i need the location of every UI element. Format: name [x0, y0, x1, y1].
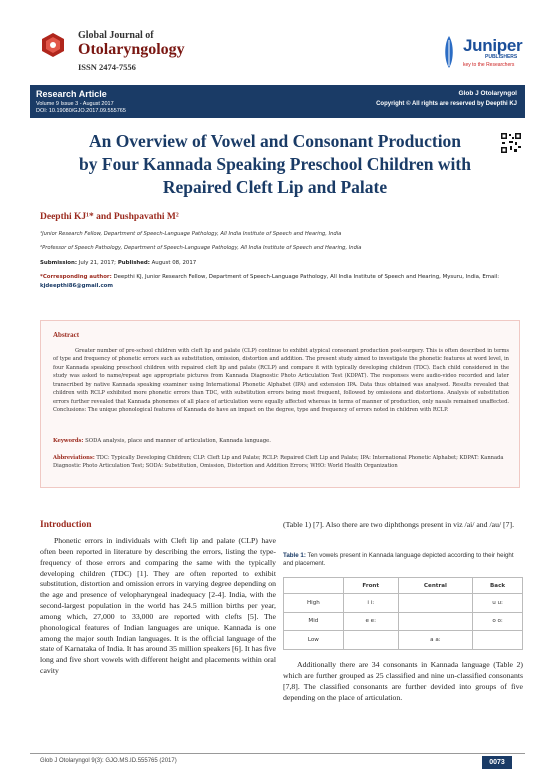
published-label: Published:	[115, 260, 150, 266]
article-type: Research Article	[36, 89, 107, 99]
table-cell: High	[284, 594, 344, 613]
table-cell	[473, 631, 523, 650]
journal-title-block	[78, 30, 185, 72]
title-line: An Overview of Vowel and Consonant Production	[88, 131, 462, 151]
affiliation-2: ²Professor of Speech Pathology, Department of Speech-Language Pathology, All India Institute of Speech and Hearing, India	[40, 245, 362, 251]
title-line: Repaired Cleft Lip and Palate	[162, 177, 388, 197]
abstract-heading: Abstract	[53, 331, 80, 339]
email-link[interactable]: kjdeepthi86@gmail.com	[40, 282, 113, 289]
corresponding-label: *Corresponding author:	[40, 274, 112, 280]
table-cell: Low	[284, 631, 344, 650]
keywords	[53, 437, 509, 446]
table-row	[284, 594, 523, 613]
right-column-paragraph: (Table 1) [7]. Also there are two diphthongs present in viz /ai/ and /au/ [7].	[283, 520, 515, 529]
submission-label: Submission:	[40, 260, 78, 266]
table-header-cell: Back	[473, 578, 523, 594]
table-caption-text: Ten vowels present in Kannada language depicted according to their height and placement.	[283, 552, 514, 567]
footer-citation: Glob J Otolaryngol 9(3): GJO.MS.ID.555765 (2017)	[40, 758, 177, 764]
publisher-tagline: key to the Researchers	[463, 62, 515, 68]
copyright-notice: Copyright © All rights are reserved by Deepthi KJ	[376, 101, 517, 107]
abbreviations-text: TDC: Typically Developing Children; CLP: Cleft Lip and Palate; RCLP: Repaired Cleft Lip and Palate; IPA: International Phonetic Alphabet; KDPAT: Kannada Diagnostic Photo Articulation Test; SODA: Substitution, Omission, Distortion and Addition Errors; WHO: World Health Organization	[53, 455, 504, 470]
volume-info: Volume 9 Issue 3 - August 2017	[36, 101, 114, 107]
title-line: by Four Kannada Speaking Preschool Children with	[79, 154, 471, 174]
publisher-sub: PUBLISHERS	[485, 54, 518, 60]
abbreviations	[53, 454, 509, 471]
vowel-table	[283, 577, 523, 650]
keywords-text: SODA analysis, place and manner of articulation, Kannada language.	[83, 438, 271, 444]
corresponding-author	[40, 273, 510, 290]
abbreviations-label: Abbreviations:	[53, 455, 95, 461]
affiliation-1: ¹Junior Research Fellow, Department of Speech-Language Pathology, All India Institute of Speech and Hearing, India	[40, 231, 342, 237]
journal-abbrev: Glob J Otolaryngol	[458, 90, 517, 97]
publisher-logo	[435, 30, 525, 72]
table-cell: e e:	[343, 612, 398, 631]
introduction-paragraph: Phonetic errors in individuals with Cleft lip and palate (CLP) have often been reported in literature by describing the errors, listing the type-frequency of those errors and comparing the same with the typically developing children (TDC) [1]. They are often reported to exhibit substitution, distortion and omission errors in varying degree depending on the age and presence of velopharyngeal inadequacy [2-4]. India, with the second-largest population in the world has 24.5 million births per year, among which, 27,000 to 33,000 are reported with clefts [5]. The phonological features of Indian languages are unique. Kannada is one among the major south Indian languages. It is the official language of the state of Karnataka of India. It has around 35 million speakers [6]. It has five long and five short vowels with different height and placements within oral cavity	[40, 536, 276, 676]
abstract-text: Greater number of pre-school children with cleft lip and palate (CLP) continue to exhibit atypical consonant production post-surgery. This is often described in terms of type and frequency of phonetic errors such as substitution, omission, distortion and addition. The present study aimed to investigate the phonetic features at word level, in four Kannada speaking preschool children with repaired cleft lip and palate (RCLP) and compare it with typically developing children (TDC). Each child considered in the study was asked to name/repeat age appropriate pictures from Kannada Diagnostic Photo Articulation Test (KDPAT). The responses were audio-video recorded and later transcribed by native Kannada speaking examiner using International Phonetic Alphabet (IPA) and extension IPA. Data thus obtained was analysed. Results revealed that children with RCLP exhibited more phonetic errors than TDC, with substitution errors being most frequent, followed by omissions and distortions. Analysis of substitution errors further revealed that Kannada phonemes of all place of articulation were equally affected whereas in terms of manner of production, only nasals remained unaffected. Conclusions: The unique phonological features of Kannada do have an impact on the degree, type and frequency of errors noted in children with RCLP.	[53, 348, 509, 414]
submission-date: July 21, 2017;	[77, 260, 116, 266]
section-heading-introduction: Introduction	[40, 520, 92, 530]
submission-dates	[40, 260, 196, 266]
table-header-cell	[284, 578, 344, 594]
table-caption	[283, 552, 523, 568]
table-cell: o o:	[473, 612, 523, 631]
table-cell	[398, 612, 472, 631]
article-banner	[30, 85, 525, 118]
doi-link[interactable]: DOI: 10.19080/GJO.2017.09.555765	[36, 108, 126, 114]
table-cell: u u:	[473, 594, 523, 613]
corresponding-text: Deepthi KJ, Junior Research Fellow, Department of Speech-Language Pathology, All India Institute of Speech and Hearing, Mysuru, India, Email:	[111, 274, 500, 280]
published-date: August 08, 2017	[149, 260, 197, 266]
keywords-label: Keywords:	[53, 438, 84, 444]
right-column-paragraph-2: Additionally there are 34 consonants in Kannada language (Table 2) which are further grouped as 25 classified and nine un-classified consonants [7,8]. The classified consonants are further devided into groups of five depending on the place of articulation.	[283, 660, 523, 702]
footer-divider	[30, 753, 525, 754]
table-cell	[343, 631, 398, 650]
journal-issn: ISSN 2474-7556	[78, 62, 136, 72]
qr-code-icon[interactable]	[500, 132, 522, 154]
table-header-row	[284, 578, 523, 594]
abstract-box	[40, 320, 520, 488]
table-cell: a a:	[398, 631, 472, 650]
table-cell: Mid	[284, 612, 344, 631]
journal-name-line2: Otolaryngology	[78, 41, 185, 58]
table-header-cell: Front	[343, 578, 398, 594]
page-number: 0073	[482, 756, 512, 769]
table-row	[284, 612, 523, 631]
article-title	[40, 130, 510, 199]
table-label: Table 1:	[283, 552, 306, 559]
author-list: Deepthi KJ¹* and Pushpavathi M²	[40, 212, 179, 222]
publisher-name: Juniper	[463, 36, 523, 55]
table-header-cell: Central	[398, 578, 472, 594]
table-cell	[398, 594, 472, 613]
journal-logo-icon	[40, 32, 66, 58]
table-row	[284, 631, 523, 650]
journal-name-line1: Global Journal of	[78, 30, 154, 41]
publisher-leaf-icon	[441, 34, 457, 70]
table-cell: i i:	[343, 594, 398, 613]
